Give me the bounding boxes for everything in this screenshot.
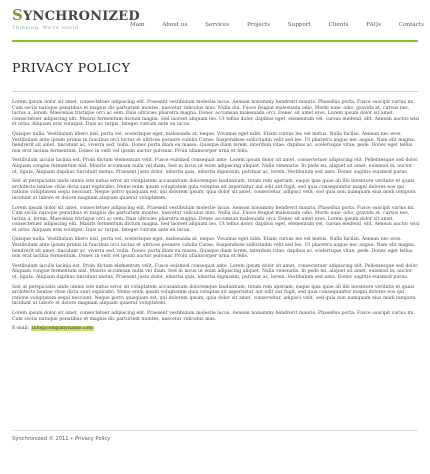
nav-clients[interactable]: Clients [328,22,349,28]
nav-services[interactable]: Services [205,22,230,28]
paragraph: Lorem ipsum dolor sit amet, consectetuer adipiscing elit. Praesent vestibulum molestie lacus. Aenean nonummy hendrerit mauris. Phasellus porta. Fusce suscipit varius mi. Cum sociis natoque penatibus et magnis dis parturient montes, nascetur ridiculus mus. Nulla dui. Fusce feugiat malesuada odio. Morbi nunc odio, gravida at, cursus nec, luctus a, lorem. Maecenas tristique orci ac sem. Duis ultricies pharetra magna. Donec accumsan malesuada orci. Donec sit amet eros. Lorem ipsum dolor sit amet, consectetuer adipiscing elit. Mauris fermentum dictum magna. Sed laoreet aliquam leo. Ut tellus dolor, dapibus eget, elementum vel, cursus eleifend, elit. Aenean auctor wisi et urna. Aliquam erat volutpat. Duis ac turpis. Integer rutrum ante eu lacus. [12,205,420,233]
logo-title [12,8,140,24]
email-line [12,326,420,331]
nav-projects[interactable]: Projects [247,22,271,28]
paragraph: Lorem ipsum dolor sit amet, consectetuer adipiscing elit. Praesent vestibulum molestie lacus. Aenean nonummy hendrerit mauris. Phasellus porta. Fusce suscipit varius mi. Cum sociis natoque penatibus et magnis dis parturient montes, nascetur ridiculus mus. Nulla dui. Fusce feugiat malesuada odio. Morbi nunc odio, gravida at, cursus nec, luctus a, lorem. Maecenas tristique orci ac sem. Duis ultricies pharetra magna. Donec accumsan malesuada orci. Donec sit amet eros. Lorem ipsum dolor sit amet, consectetuer adipiscing elit. Mauris fermentum dictum magna. Sed laoreet aliquam leo. Ut tellus dolor, dapibus eget, elementum vel, cursus eleifend, elit. Aenean auctor wisi et urna. Aliquam erat volutpat. Duis ac turpis. Integer rutrum ante eu lacus. [12,100,420,128]
header-accent-bar [12,40,418,42]
title-band [12,60,418,75]
footer-divider [12,430,418,431]
title-divider [12,91,418,92]
main-content [12,100,420,331]
paragraph: Sed ut perspiciatis unde omnis iste natus error sit voluptatem accusantium doloremque laudantium, totam rem aperiam, eaque ipsa quae ab illo inventore veritatis et quasi architecto beatae vitae dicta sunt explicabo. Nemo enim ipsam voluptatem quia voluptas sit aspernatur aut odit aut fugit, sed quia consequuntur magni dolores eos qui ratione voluptatem sequi nesciunt. Neque porro quisquam est, qui dolorem ipsum, quia dolor sit amet, consectetur, adipisci velit, sed quia non numquam eius modi tempora incidunt ut labore et dolore magnam aliquam quaerat voluptatem. [12,179,416,201]
logo-tagline: Thinking. We're world [12,25,79,31]
logo-first-letter: S [12,6,24,24]
paragraph: Quisque nulla. Vestibulum libero nisl, porta vel, scelerisque eget, malesuada at, neque. Vivamus eget nibh. Etiam cursus leo vel metus. Nulla facilisi. Aenean nec eros. Vestibulum ante ipsum primis in faucibus orci luctus et ultrices posuere cubilia Curae; Suspendisse sollicitudin velit sed leo. Ut pharetra augue nec augue. Nam elit magna, hendrerit sit amet, tincidunt ac, viverra sed, nulla. Donec porta diam eu massa. Quisque diam lorem, interdum vitae, dapibus ac, scelerisque vitae, pede. Donec eget tellus non erat lacinia fermentum. Donec in velit vel ipsum auctor pulvinar. Proin ullamcorper urna et felis. [12,131,416,154]
paragraph: Quisque nulla. Vestibulum libero nisl, porta vel, scelerisque eget, malesuada at, neque. Vivamus eget nibh. Etiam cursus leo vel metus. Nulla facilisi. Aenean nec eros. Vestibulum ante ipsum primis in faucibus orci luctus et ultrices posuere cubilia Curae; Suspendisse sollicitudin velit sed leo. Ut pharetra augue nec augue. Nam elit magna, hendrerit sit amet, tincidunt ac, viverra sed, nulla. Donec porta diam eu massa. Quisque diam lorem, interdum vitae, dapibus ac, scelerisque vitae, pede. Donec eget tellus non erat lacinia fermentum. Donec in velit vel ipsum auctor pulvinar. Proin ullamcorper urna et felis. [12,237,416,260]
site-header [0,0,430,40]
nav-about-us[interactable]: About us [162,22,188,28]
paragraph: Sed ut perspiciatis unde omnis iste natus error sit voluptatem accusantium doloremque laudantium, totam rem aperiam, eaque ipsa quae ab illo inventore veritatis et quasi architecto beatae vitae dicta sunt explicabo. Nemo enim ipsam voluptatem quia voluptas sit aspernatur aut odit aut fugit, sed quia consequuntur magni dolores eos qui ratione voluptatem sequi nesciunt. Neque porro quisquam est, qui dolorem ipsum, quia dolor sit amet, consectetur, adipisci velit, sed quia non numquam eius modi tempora incidunt ut labore et dolore magnam aliquam quaerat voluptatem. [12,284,416,307]
logo[interactable] [12,8,140,31]
email-link[interactable]: info@companyname.com [31,326,93,332]
logo-rest: YNCHRONIZED [23,9,140,24]
nav-main[interactable]: Main [130,22,145,28]
nav-faqs[interactable]: FAQs [366,22,382,28]
footer-text: Synchronized © 2011 • Privacy Policy [12,436,111,442]
nav-contacts[interactable]: Contacts [398,22,424,28]
main-nav [130,22,424,28]
nav-support[interactable]: Support [287,22,311,28]
paragraph: Lorem ipsum dolor sit amet, consectetuer adipiscing elit. Praesent vestibulum molestie lacus. Aenean nonummy hendrerit mauris. Phasellus porta. Fusce suscipit varius mi. Cum sociis natoque penatibus et magnis dis parturient montes, nascetur ridiculus mus. [12,311,415,322]
page-title: PRIVACY POLICY [12,60,131,75]
email-label: E-mail: [12,326,30,332]
paragraph: Vestibulum iaculis lacinia est. Proin dictum elementum velit. Fusce euismod consequat ante. Lorem ipsum dolor sit amet, consectetuer adipiscing elit. Pellentesque sed dolor. Aliquam congue fermentum nisl. Mauris accumsan nulla vel diam. Sed in lacus ut enim adipiscing aliquet. Nulla venenatis. In pede mi, aliquet sit amet, euismod in, auctor ut, ligula. Aliquam dapibus tincidunt metus. Praesent justo dolor, lobortis quis, lobortis dignissim, pulvinar ac, lorem. Vestibulum sed ante. Donec sagittis euismod purus. [12,158,419,175]
paragraph: Vestibulum iaculis lacinia est. Proin dictum elementum velit. Fusce euismod consequat ante. Lorem ipsum dolor sit amet, consectetuer adipiscing elit. Pellentesque sed dolor. Aliquam congue fermentum nisl. Mauris accumsan nulla vel diam. Sed in lacus ut enim adipiscing aliquet. Nulla venenatis. In pede mi, aliquet sit amet, euismod in, auctor ut, ligula. Aliquam dapibus tincidunt metus. Praesent justo dolor, lobortis quis, lobortis dignissim, pulvinar ac, lorem. Vestibulum sed ante. Donec sagittis euismod purus. [12,263,419,281]
